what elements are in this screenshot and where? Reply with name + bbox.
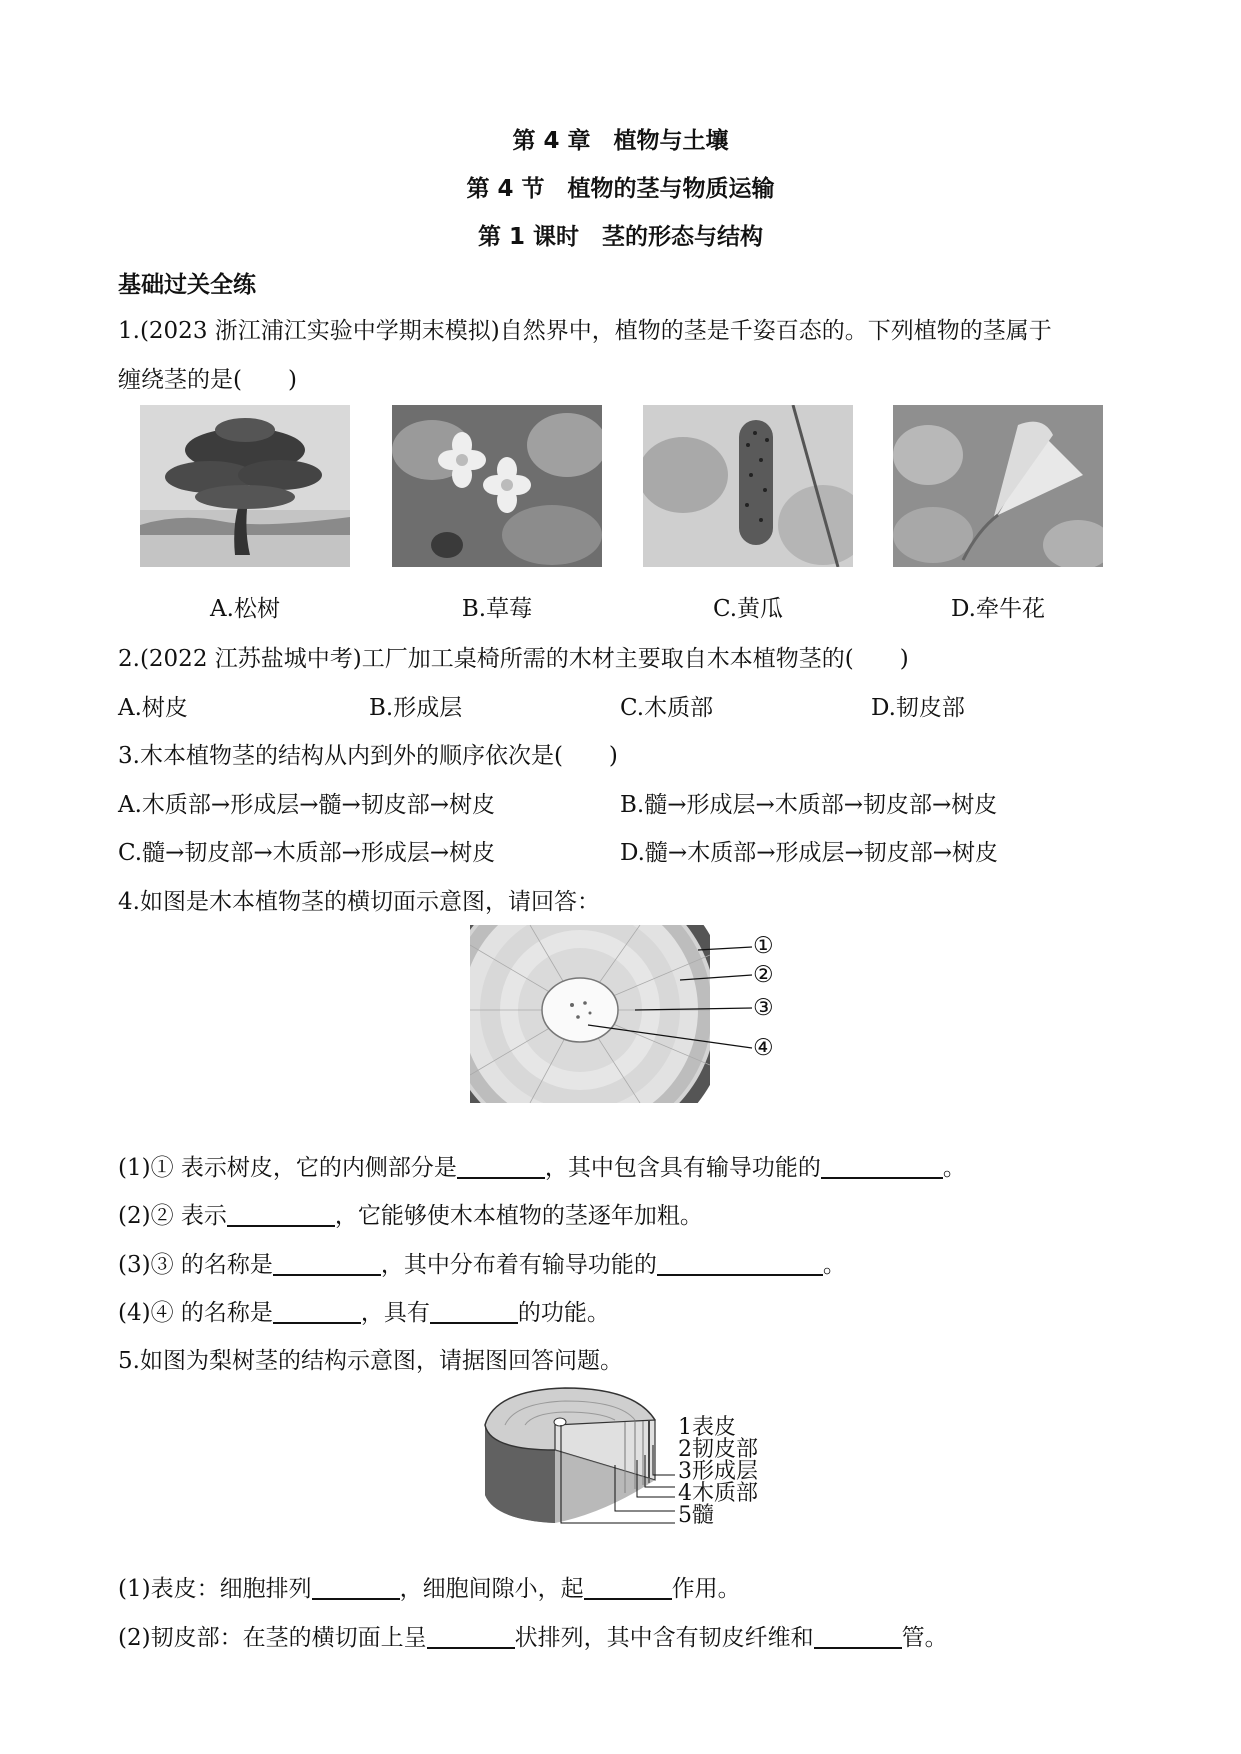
answer-blank[interactable] [657,1252,823,1276]
figure5-label-cambium: 3形成层 [678,1459,758,1484]
answer-blank[interactable] [821,1155,943,1179]
pine-tree-photo [140,405,350,567]
q1-stem-line1: 1.(2023 浙江浦江实验中学期末模拟)自然界中，植物的茎是千姿百态的。下列植物的茎属于 [118,318,1052,344]
q2-option-b[interactable]: B.形成层 [369,695,463,721]
figure4-label-4: ④ [753,1035,774,1061]
figure5-label-pith: 5髓 [678,1503,714,1528]
answer-blank[interactable] [227,1203,335,1227]
pear-stem-structure-figure [475,1385,675,1525]
answer-blank[interactable] [584,1576,672,1600]
q2-option-d[interactable]: D.韧皮部 [871,695,965,721]
q3-option-b[interactable]: B.髓→形成层→木质部→韧皮部→树皮 [620,792,998,818]
q5-stem: 5.如图为梨树茎的结构示意图，请据图回答问题。 [118,1348,623,1374]
q3-option-a[interactable]: A.木质部→形成层→髓→韧皮部→树皮 [118,792,496,818]
stem-cross-section-figure [470,925,790,1105]
answer-blank[interactable] [312,1576,400,1600]
answer-blank[interactable] [427,1625,515,1649]
q5-sub2: (2)韧皮部：在茎的横切面上呈 状排列，其中含有韧皮纤维和 管。 [118,1625,948,1651]
q1-option-b[interactable]: B.草莓 [461,596,533,622]
figure4-label-2: ② [753,962,774,988]
q3-stem: 3.木本植物茎的结构从内到外的顺序依次是( ) [118,743,618,769]
q3-option-d[interactable]: D.髓→木质部→形成层→韧皮部→树皮 [620,840,999,866]
q2-option-c[interactable]: C.木质部 [620,695,714,721]
q1-option-c[interactable]: C.黄瓜 [712,596,784,622]
answer-blank[interactable] [814,1625,902,1649]
answer-blank[interactable] [273,1252,381,1276]
figure5-label-phloem: 2韧皮部 [678,1437,758,1462]
q2-option-a[interactable]: A.树皮 [118,695,188,721]
lesson-title: 第 1 课时 茎的形态与结构 [477,224,764,250]
figure5-label-epidermis: 1表皮 [678,1415,736,1440]
q2-stem: 2.(2022 江苏盐城中考)工厂加工桌椅所需的木材主要取自木本植物茎的( ) [118,646,909,672]
figure4-label-3: ③ [753,995,774,1021]
q4-sub2: (2)② 表示 ，它能够使木本植物的茎逐年加粗。 [118,1203,703,1229]
q1-stem-line2: 缠绕茎的是( ) [118,367,297,393]
answer-blank[interactable] [457,1155,545,1179]
q4-sub3: (3)③ 的名称是 ，其中分布着有输导功能的 。 [118,1252,846,1278]
q3-option-c[interactable]: C.髓→韧皮部→木质部→形成层→树皮 [118,840,496,866]
q4-sub1: (1)① 表示树皮，它的内侧部分是 ，其中包含具有输导功能的 。 [118,1155,966,1181]
q4-stem: 4.如图是木本植物茎的横切面示意图，请回答： [118,889,600,915]
q1-option-a[interactable]: A.松树 [210,596,280,622]
figure4-label-1: ① [753,933,774,959]
answer-blank[interactable] [430,1300,518,1324]
figure5-label-xylem: 4木质部 [678,1481,758,1506]
answer-blank[interactable] [273,1300,361,1324]
chapter-title: 第 4 章 植物与土壤 [512,128,729,154]
cucumber-photo [643,405,853,567]
morning-glory-photo [893,405,1103,567]
strawberry-photo [392,405,602,567]
q5-sub1: (1)表皮：细胞排列 ，细胞间隙小，起 作用。 [118,1576,741,1602]
section-title: 第 4 节 植物的茎与物质运输 [466,176,775,202]
q1-option-d[interactable]: D.牵牛花 [951,596,1045,622]
section-heading: 基础过关全练 [118,272,256,298]
q4-sub4: (4)④ 的名称是 ，具有 的功能。 [118,1300,610,1326]
